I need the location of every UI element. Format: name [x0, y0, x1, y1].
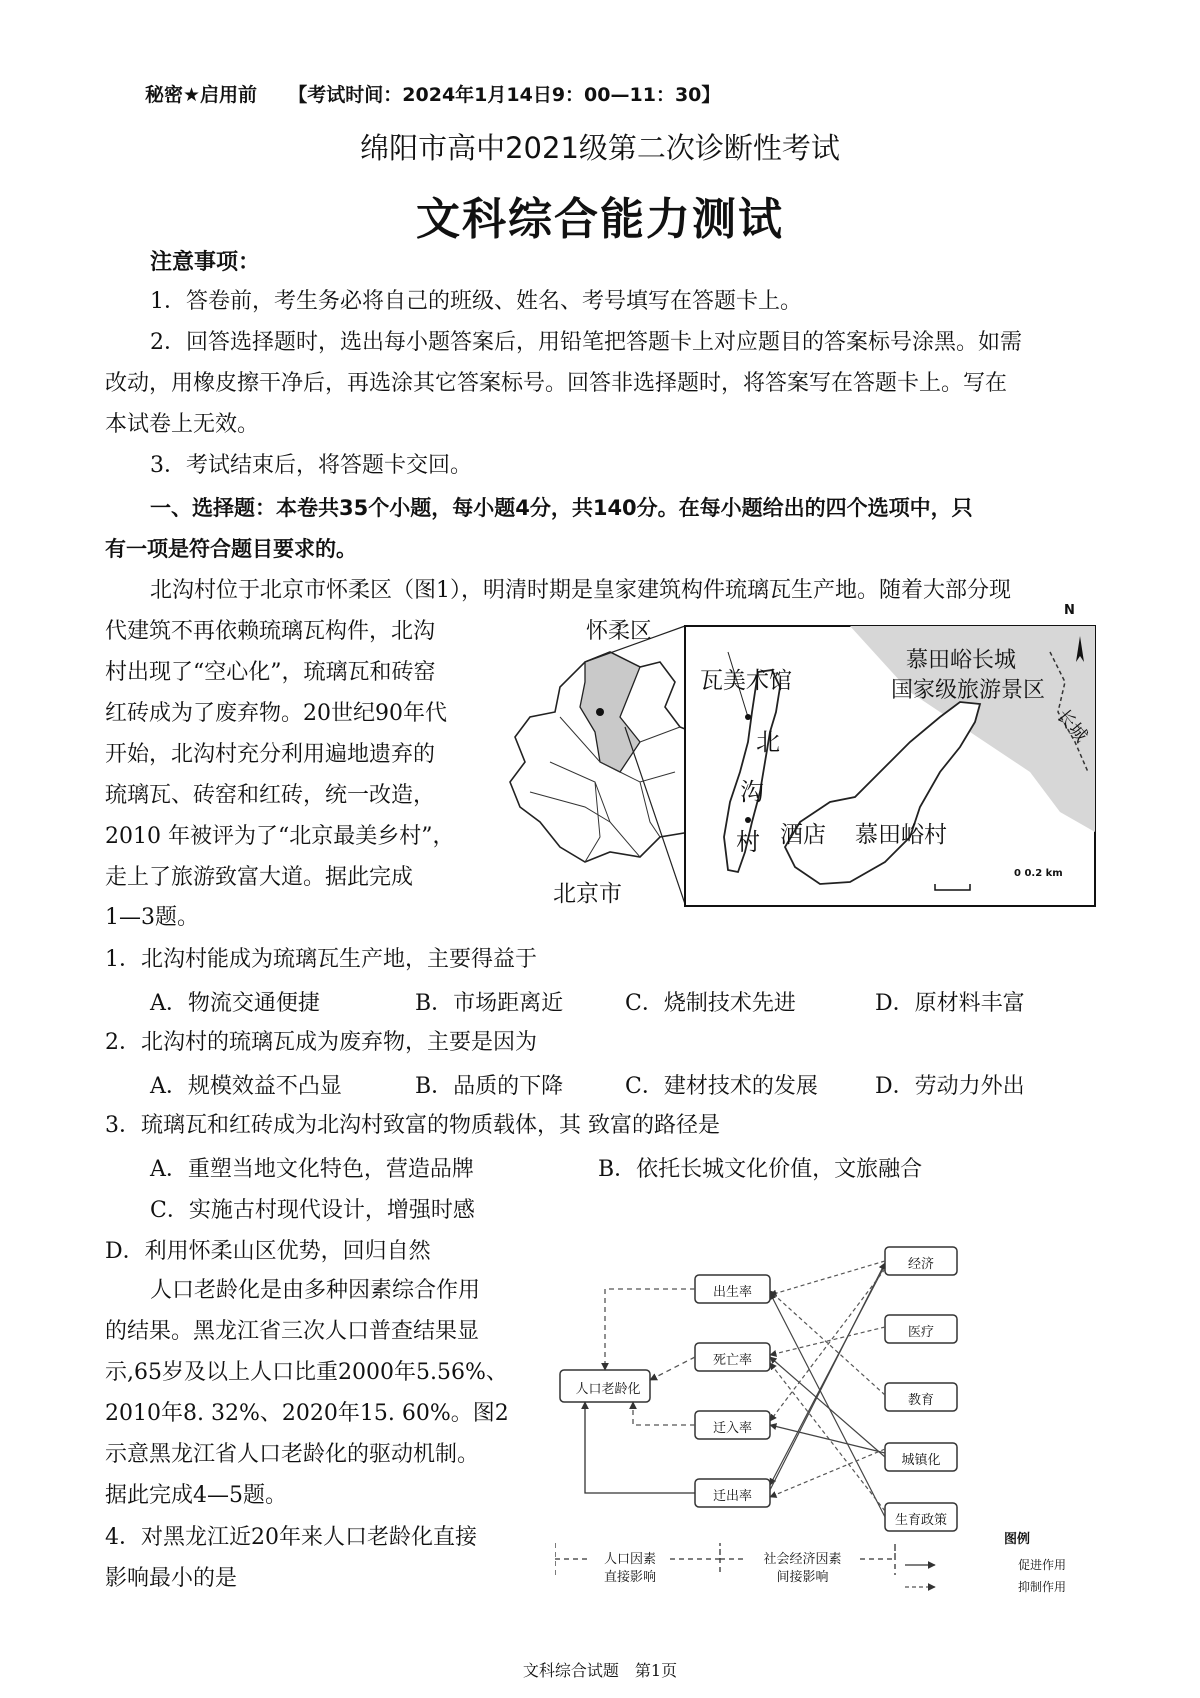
legend-inhibit: 抑制作用 [1018, 1580, 1067, 1594]
q1-option-a: A．物流交通便捷 [150, 991, 320, 1016]
label-in-rate: 迁入率 [712, 1421, 752, 1436]
passage2-line: 人口老龄化是由多种因素综合作用 [150, 1278, 481, 1303]
notice-item-3: 3．考试结束后，将答题卡交回。 [150, 453, 472, 478]
secret-label: 秘密★启用前 [145, 84, 258, 106]
legend-title: 图例 [1004, 1532, 1031, 1547]
map-scale-label: 0 0.2 km [1014, 868, 1063, 879]
notice-item-2-line-3: 本试卷上无效。 [105, 412, 260, 437]
notice-item-1: 1．答卷前，考生务必将自己的班级、姓名、考号填写在答题卡上。 [150, 289, 802, 314]
q1-option-c: C．烧制技术先进 [625, 991, 796, 1016]
passage2-line: 的结果。黑龙江省三次人口普查结果显 [105, 1319, 480, 1344]
q3-stem: 3．琉璃瓦和红砖成为北沟村致富的物质载体，其 致富的路径是 [105, 1113, 720, 1138]
notice-item-2-line-2: 改动，用橡皮擦干净后，再选涂其它答案标号。回答非选择题时，将答案写在答题卡上。写在 [105, 371, 1008, 396]
label-urban: 城镇化 [901, 1453, 941, 1468]
notice-item-2-line-1: 2．回答选择题时，选出每小题答案后，用铅笔把答题卡上对应题目的答案标号涂黑。如需 [150, 330, 1023, 355]
passage2-line: 2010年8. 32%、2020年15. 60%。图2 [105, 1401, 509, 1426]
q3-option-b: B．依托长城文化价值，文旅融合 [598, 1157, 923, 1182]
label-birth: 出生率 [712, 1285, 752, 1300]
passage1-line: 红砖成为了废弃物。20世纪90年代 [105, 701, 447, 726]
passage1-line: 1—3题。 [105, 905, 199, 930]
section1-line-1: 一、选择题：本卷共35个小题，每小题4分，共140分。在每小题给出的四个选项中，只 [150, 496, 973, 520]
passage2-line: 据此完成4—5题。 [105, 1483, 287, 1508]
passage1-line-1: 北沟村位于北京市怀柔区（图1），明清时期是皇家建筑构件琉璃瓦生产地。随着大部分现 [150, 578, 1011, 603]
q3-option-c: C．实施古村现代设计，增强时感 [150, 1198, 475, 1223]
passage1-line: 2010 年被评为了“北京最美乡村”， [105, 824, 455, 849]
exam-time: 【考试时间：2024年1月14日9：00—11：30】 [288, 84, 721, 106]
header-line [145, 80, 720, 107]
passage1-line: 琉璃瓦、砖窑和红砖，统一改造， [105, 783, 436, 808]
q2-option-c: C．建材技术的发展 [625, 1074, 818, 1099]
q3-option-d: D．利用怀柔山区优势，回归自然 [105, 1239, 431, 1264]
passage1-line: 村出现了“空心化”，琉璃瓦和砖窑 [105, 660, 436, 685]
map-label-huairou: 怀柔区 [586, 619, 653, 644]
map-label-scenic-1: 慕田峪长城 [906, 648, 1017, 673]
q2-stem: 2．北沟村的琉璃瓦成为废弃物，主要是因为 [105, 1030, 537, 1055]
q1-stem: 1．北沟村能成为琉璃瓦生产地，主要得益于 [105, 947, 537, 972]
q1-option-d: D．原材料丰富 [875, 991, 1025, 1016]
subject-title: 文科综合能力测试 [416, 194, 784, 245]
map-label-museum: 瓦美术馆 [700, 668, 792, 694]
label-policy: 生育政策 [894, 1513, 947, 1528]
notice-heading: 注意事项： [150, 250, 261, 275]
map-label-bei: 北 [756, 728, 780, 756]
map-label-north: N [1064, 603, 1075, 618]
label-group-2-line-2: 间接影响 [776, 1570, 829, 1585]
label-out-rate: 迁出率 [712, 1489, 752, 1504]
label-aging: 人口老龄化 [575, 1382, 641, 1397]
legend-promote: 促进作用 [1018, 1558, 1067, 1572]
map-label-hotel: 酒店 [780, 822, 826, 848]
label-medical: 医疗 [907, 1325, 934, 1340]
map-label-scenic-2: 国家级旅游景区 [891, 678, 1046, 703]
map-label-cun: 村 [736, 828, 760, 856]
exam-title: 绵阳市高中2021级第二次诊断性考试 [360, 131, 840, 165]
q4-line-1: 4．对黑龙江近20年来人口老龄化直接 [105, 1525, 477, 1550]
passage2-line: 示意黑龙江省人口老龄化的驱动机制。 [105, 1442, 480, 1467]
label-death: 死亡率 [712, 1353, 752, 1368]
passage1-line: 代建筑不再依赖琉璃瓦构件，北沟 [105, 619, 436, 644]
map-label-great-wall: 长城 [1052, 705, 1092, 747]
passage1-line: 走上了旅游致富大道。据此完成 [105, 865, 414, 890]
q1-option-b: B．市场距离近 [415, 991, 564, 1016]
label-economy: 经济 [907, 1257, 934, 1272]
label-group-1-line-1: 人口因素 [603, 1552, 656, 1567]
map-label-mutianyu: 慕田峪村 [855, 822, 947, 848]
q3-option-a: A．重塑当地文化特色，营造品牌 [150, 1157, 474, 1182]
label-group-2-line-1: 社会经济因素 [763, 1552, 842, 1567]
label-group-1-line-2: 直接影响 [603, 1570, 656, 1585]
page-footer: 文科综合试题 第1页 [522, 1661, 678, 1680]
map-label-beijing: 北京市 [553, 881, 622, 907]
passage1-line: 开始，北沟村充分利用遍地遗弃的 [105, 742, 436, 767]
passage2-line: 示,65岁及以上人口比重2000年5.56%、 [105, 1360, 508, 1385]
map-label-gou: 沟 [740, 778, 764, 806]
section1-line-2: 有一项是符合题目要求的。 [105, 537, 357, 561]
label-education: 教育 [907, 1393, 934, 1408]
q4-line-2: 影响最小的是 [105, 1566, 238, 1591]
q2-option-d: D．劳动力外出 [875, 1074, 1025, 1099]
q2-option-b: B．品质的下降 [415, 1074, 564, 1099]
q2-option-a: A．规模效益不凸显 [150, 1074, 342, 1099]
